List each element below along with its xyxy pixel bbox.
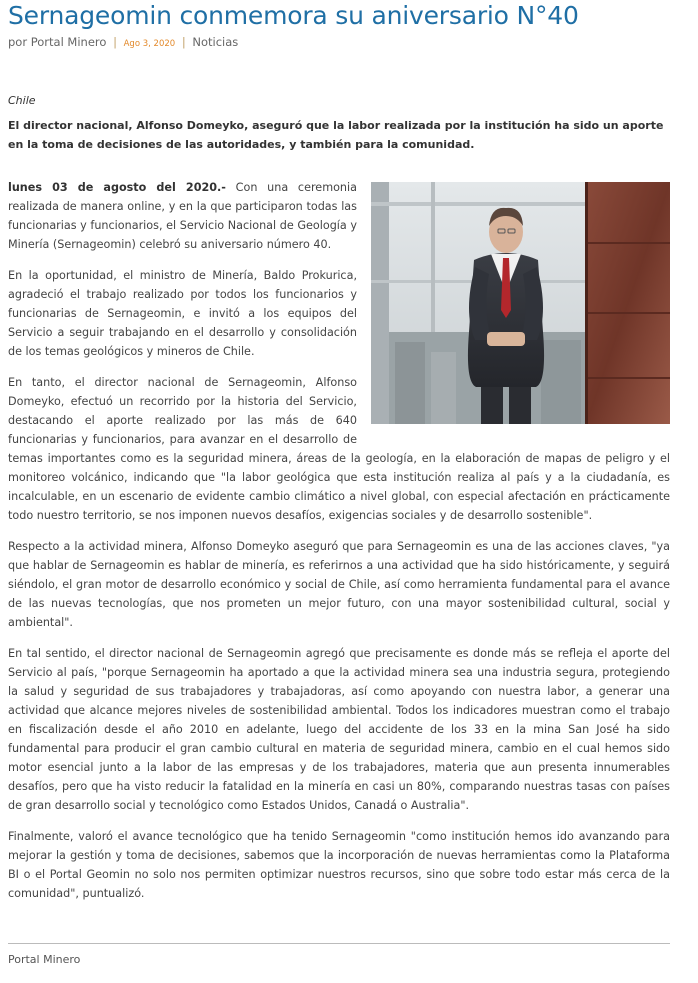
divider bbox=[8, 943, 670, 944]
region-label: Chile bbox=[8, 94, 36, 107]
article-lead: El director nacional, Alfonso Domeyko, aseguró que la labor realizada por la institución ha sido un aporte en la toma de decisiones de las autoridades, y también para la comunidad. bbox=[8, 119, 664, 151]
post-date: Ago 3, 2020 bbox=[123, 39, 176, 49]
post-meta bbox=[8, 35, 238, 49]
director-photo bbox=[371, 182, 670, 424]
article-dateline: lunes 03 de agosto del 2020.- bbox=[8, 181, 226, 194]
paragraph: Finalmente, valoró el avance tecnológico que ha tenido Sernageomin "como institución hemos ido avanzando para mejorar la gestión y toma de decisiones, sabemos que la incorporación de nuevas herramientas como la Plataforma BI o el Portal Geomin no solo nos permiten optimizar nuestros recursos, sino que sobre todo estar más cerca de la comunidad", puntualizó. bbox=[8, 830, 670, 900]
meta-separator: | bbox=[113, 35, 117, 49]
paragraph: En tanto, el director nacional de Sernageomin, Alfonso Domeyko, efectuó un recorrido por la historia del Servicio, destacando el aporte realizado por las más de 640 funcionarias y funcionarios, para avanzar en el desarrollo de temas importantes como es la seguridad minera, áreas de la geología, en la elaboración de mapas de peligro y el monitoreo volcánico, indicando que "la labor geológica que esta institución realiza al país y a la ciudadanía, es incalculable, en un escenario de evidente cambio climático a nivel global, con especial afectación en prácticamente todo nuestro territorio, se nos imponen nuevos desafíos, exigencias sociales y de desarrollo sostenible". bbox=[8, 376, 670, 522]
article-footer-source: Portal Minero bbox=[8, 953, 81, 966]
meta-separator: | bbox=[181, 35, 186, 49]
category-link[interactable]: Noticias bbox=[192, 35, 239, 49]
paragraph: En tal sentido, el director nacional de Sernageomin agregó que precisamente es donde más se refleja el aporte del Servicio al país, "porque Sernageomin ha aportado a que la actividad minera sea una industria segura, protegiendo la salud y seguridad de sus trabajadores y trabajadoras, así como apoyando con nuestra labor, a generar una actividad que alcance mejores niveles de sostenibilidad ambiental. Todos los indicadores muestran como el trabajo en fiscalización desde el año 2010 en adelante, luego del accidente de los 33 en la mina San José ha sido fundamental para producir el gran cambio cultural en materia de seguridad minera, cambio en el cual hemos sido motor esencial junto a la labor de las empresas y de los trabajadores, materia que aun presenta innumerables desafíos, pero que ha visto reducir la fatalidad en la minería en casi un 80%, comparando nuestras tasas con países de gran desarrollo social y tecnológico como Estados Unidos, Canadá o Australia". bbox=[8, 647, 670, 812]
paragraph: En la oportunidad, el ministro de Minería, Baldo Prokurica, agradeció el trabajo realizado por todos los funcionarios y funcionarias de Sernageomin, e invitó a los equipos del Servicio a seguir trabajando en el desarrollo y consolidación de los temas geológicos y mineros de Chile. bbox=[8, 269, 357, 358]
paragraph: Con una ceremonia realizada de manera online, y en la que participaron todas las funcionarias y funcionarios, el Servicio Nacional de Geología y Minería (Sernageomin) celebró su aniversario número 40. bbox=[8, 181, 357, 251]
article-title: Sernageomin conmemora su aniversario N°40 bbox=[8, 1, 579, 30]
author-link[interactable]: por Portal Minero bbox=[8, 35, 107, 49]
paragraph: Respecto a la actividad minera, Alfonso Domeyko aseguró que para Sernageomin es una de las acciones claves, "ya que hablar de Sernageomin es hablar de minería, es referirnos a una actividad que ha sido históricamente, y seguirá siéndolo, el gran motor de desarrollo económico y social de Chile, así como herramienta fundamental para el avance de las nuevas tecnologías, que nos prometen un mejor futuro, con una mayor sostenibilidad cultural, social y ambiental". bbox=[8, 540, 670, 629]
article-body bbox=[8, 178, 670, 915]
